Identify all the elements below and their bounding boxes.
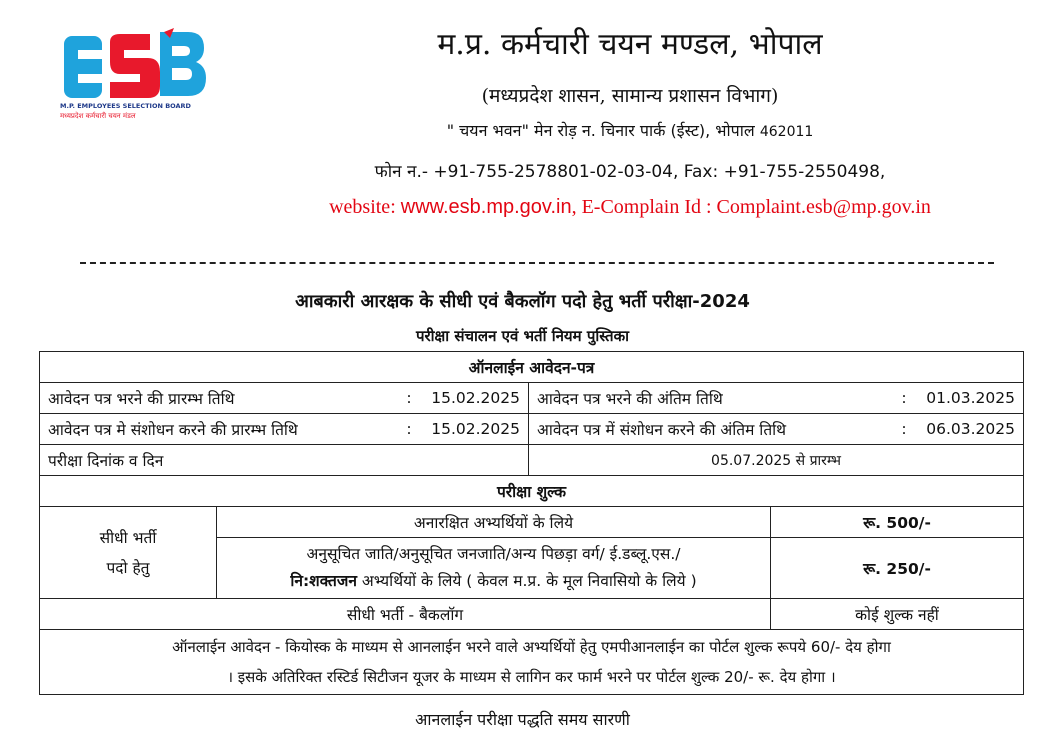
exam-title: आबकारी आरक्षक के सीधी एवं बैकलॉग पदो हेतु भर्ती परीक्षा-2024 <box>295 291 750 312</box>
portal-fee-note-line1: ऑनलाईन आवेदन - कियोस्क के माध्यम से आनलाईन भरने वाले अभ्यर्थियों हेतु एमपीआनलाईन का पोर्टल शुल्क रूपये 60/- देय होगा <box>172 638 891 656</box>
address-pin: 462011 <box>759 124 814 140</box>
direct-recruitment-cell <box>40 507 217 599</box>
reserved-label-cell <box>217 538 771 599</box>
table-row <box>40 445 1024 476</box>
form-end-date: 01.03.2025 <box>926 389 1015 407</box>
portal-fee-note <box>40 630 1024 695</box>
portal-fee-note-line2: । इसके अतिरिक्त रस्टिर्ड सिटीजन यूजर के माध्यम से लागिन कर फार्म भरने पर पोर्टल शुल्क 20/- रू. देय होगा । <box>227 668 836 686</box>
table-row <box>40 414 1024 445</box>
exam-subtitle: परीक्षा संचालन एवं भर्ती नियम पुस्तिका <box>415 327 630 345</box>
address-text: " चयन भवन" मेन रोड़ न. चिनार पार्क (ईस्ट), भोपाल <box>446 121 755 140</box>
esb-logo <box>60 28 210 124</box>
org-name: म.प्र. कर्मचारी चयन मण्डल, भोपाल <box>437 27 823 62</box>
contact-line <box>240 196 1020 219</box>
direct-label-2: पदो हेतु <box>106 558 150 577</box>
form-start-label: आवेदन पत्र भरने की प्रारम्भ तिथि <box>48 390 235 408</box>
edit-start-label: आवेदन पत्र मे संशोधन करने की प्रारम्भ तिथि <box>48 421 298 439</box>
unreserved-label: अनारक्षित अभ्यर्थियों के लिये <box>217 507 771 538</box>
online-form-heading: ऑनलाईन आवेदन-पत्र <box>40 352 1024 383</box>
exam-info-table <box>39 351 1024 695</box>
logo-caption-hindi: मध्यप्रदेश कर्मचारी चयन मंडल <box>60 112 136 120</box>
address <box>240 119 1020 141</box>
reserved-line2 <box>225 568 762 595</box>
reserved-bold: नि:शक्तजन <box>290 572 357 590</box>
table-row <box>40 507 1024 538</box>
website-link[interactable]: www.esb.mp.gov.in <box>400 196 572 218</box>
header-divider <box>80 262 994 264</box>
reserved-line2-text: अभ्यर्थियों के लिये ( केवल म.प्र. के मूल निवासियो के लिये ) <box>356 572 697 590</box>
form-start-date: 15.02.2025 <box>431 389 520 407</box>
edit-end-date: 06.03.2025 <box>926 420 1015 438</box>
exam-date-label: परीक्षा दिनांक व दिन <box>40 445 529 476</box>
logo-caption-english: M.P. EMPLOYEES SELECTION BOARD <box>60 102 191 110</box>
table-row <box>40 383 1024 414</box>
reserved-fee: रू. 250/- <box>771 538 1024 599</box>
exam-date-value: 05.07.2025 से प्रारम्भ <box>529 445 1024 476</box>
edit-start-date: 15.02.2025 <box>431 420 520 438</box>
colon: : <box>406 420 412 438</box>
schedule-heading: आनलाईन परीक्षा पद्धति समय सारणी <box>415 710 630 729</box>
edit-start-cell <box>40 414 529 445</box>
fee-heading: परीक्षा शुल्क <box>40 476 1024 507</box>
form-end-label: आवेदन पत्र भरने की अंतिम तिथि <box>537 390 723 408</box>
phone-fax: फोन न.- +91-755-2578801-02-03-04, Fax: +91-755-2550498, <box>374 162 886 182</box>
backlog-fee: कोई शुल्क नहीं <box>771 599 1024 630</box>
direct-label-1: सीधी भर्ती <box>99 528 157 547</box>
website-label: website: <box>329 196 401 218</box>
table-row <box>40 630 1024 695</box>
colon: : <box>901 420 907 438</box>
form-start-cell <box>40 383 529 414</box>
edit-end-cell <box>529 414 1024 445</box>
colon: : <box>406 389 412 407</box>
complain-email[interactable]: , E-Complain Id : Complaint.esb@mp.gov.in <box>571 196 931 218</box>
reserved-line1: अनुसूचित जाति/अनुसूचित जनजाति/अन्य पिछड़ा वर्ग/ ई.डब्लू.एस./ <box>306 545 681 563</box>
backlog-label: सीधी भर्ती - बैकलॉग <box>40 599 771 630</box>
unreserved-fee: रू. 500/- <box>771 507 1024 538</box>
edit-end-label: आवेदन पत्र में संशोधन करने की अंतिम तिथि <box>537 421 787 439</box>
form-end-cell <box>529 383 1024 414</box>
colon: : <box>901 389 907 407</box>
department: (मध्यप्रदेश शासन, सामान्य प्रशासन विभाग) <box>481 85 779 107</box>
table-row <box>40 599 1024 630</box>
